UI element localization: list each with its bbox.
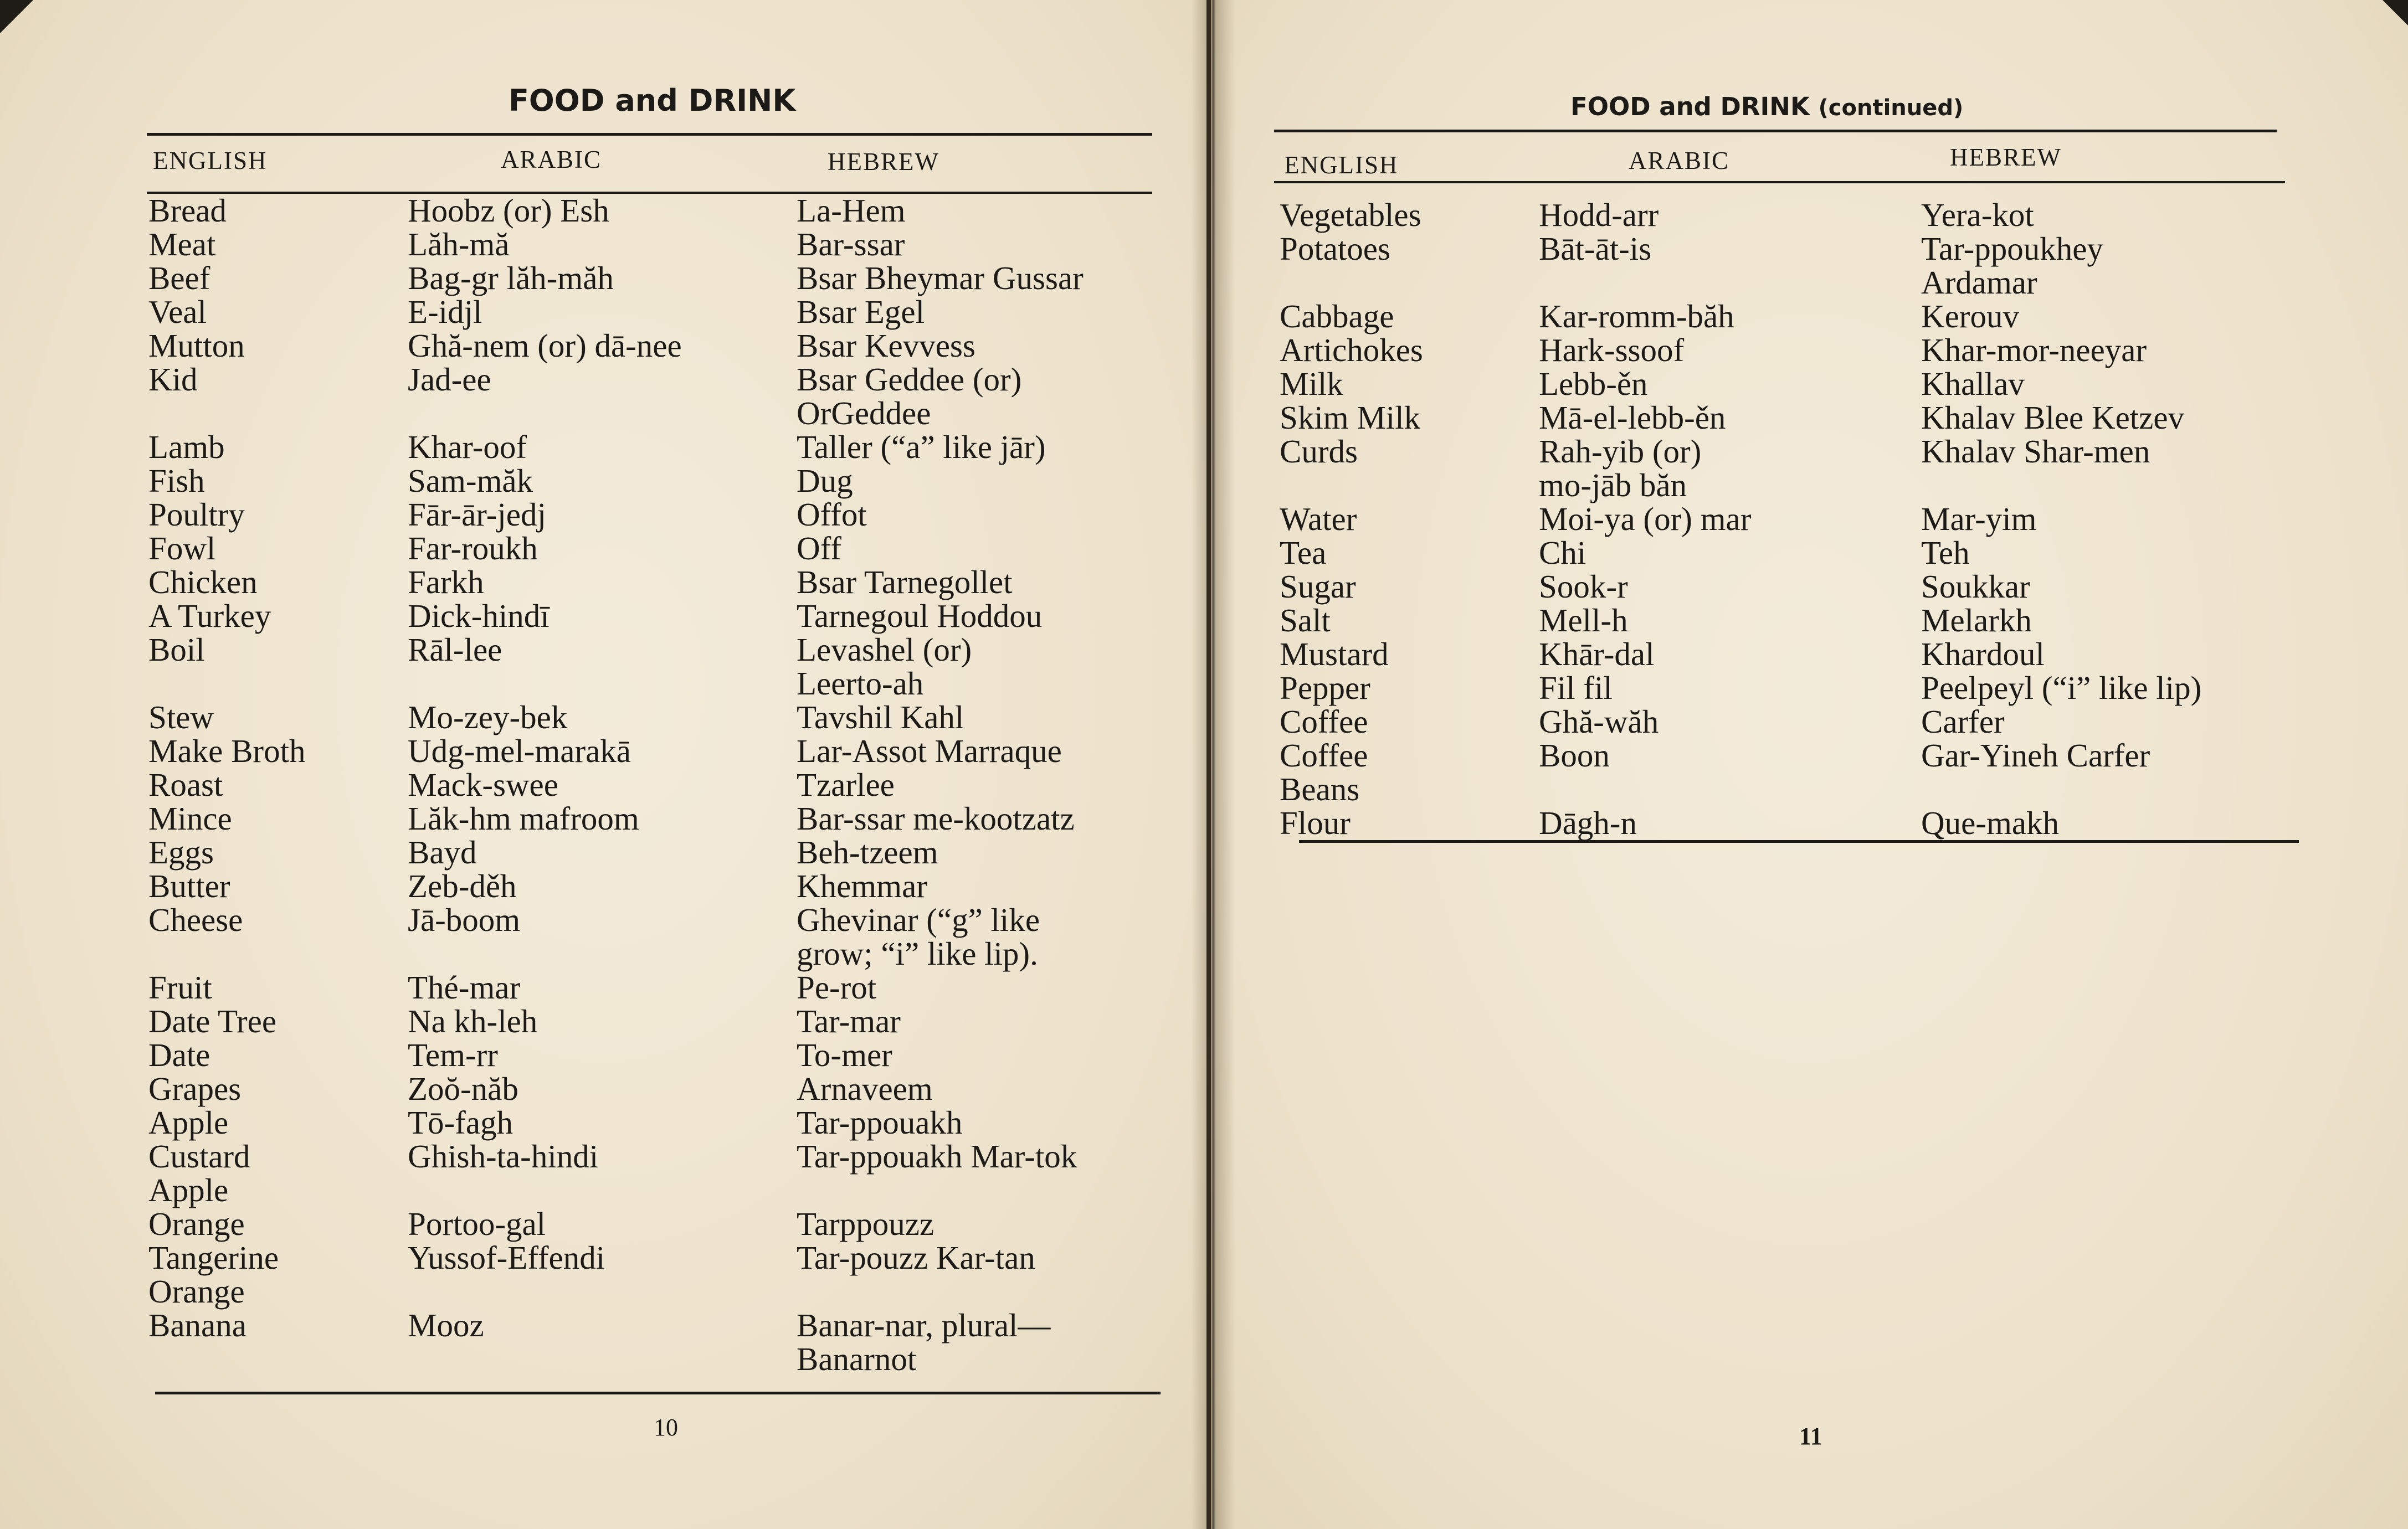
- hebrew-word: Yera-kot: [1921, 197, 2034, 233]
- table-row: [148, 532, 1170, 565]
- arabic-word: Tō-fagh: [408, 1104, 514, 1141]
- table-row: [148, 1005, 1170, 1038]
- arabic-word: Lăk-hm mafroom: [408, 800, 639, 837]
- hebrew-word: Peelpeyl (“i” like lip): [1921, 670, 2202, 706]
- hebrew-word: Teh: [1921, 534, 1970, 571]
- english-word: Cabbage: [1280, 298, 1394, 334]
- table-row: [148, 802, 1170, 836]
- hebrew-word: Tar-ppouakh Mar-tok: [797, 1138, 1077, 1175]
- hebrew-word: Tar-ppoukhey Ardamar: [1921, 230, 2103, 301]
- arabic-word: Rah-yib (or) mo-jāb băn: [1539, 433, 1702, 503]
- table-row: [148, 971, 1170, 1005]
- english-word: Orange: [148, 1206, 245, 1242]
- english-word: Coffee Beans: [1280, 737, 1368, 807]
- arabic-word: Hark-ssoof: [1539, 332, 1685, 368]
- arabic-word: Bāt-āt-is: [1539, 230, 1652, 267]
- table-row: [148, 194, 1170, 228]
- english-word: Apple: [148, 1104, 229, 1141]
- column-header-arabic: ARABIC: [1629, 147, 1730, 174]
- arabic-word: Boon: [1539, 737, 1610, 774]
- hebrew-word: Bsar Bheymar Gussar: [797, 260, 1084, 296]
- table-row: [1280, 502, 2304, 536]
- column-header-hebrew: HEBREW: [1950, 143, 2062, 171]
- header-rule: [1274, 181, 2285, 183]
- hebrew-word: Tar-mar: [797, 1003, 901, 1039]
- english-word: Skim Milk: [1280, 399, 1421, 436]
- arabic-word: Sook-r: [1539, 568, 1628, 605]
- hebrew-word: Mar-yim: [1921, 501, 2037, 537]
- book-gutter: [1191, 0, 1235, 1529]
- arabic-word: Fil fil: [1539, 670, 1613, 706]
- table-row: [148, 734, 1170, 768]
- arabic-word: Lebb-ěn: [1539, 365, 1648, 402]
- arabic-word: Chi: [1539, 534, 1586, 571]
- table-row: [1280, 637, 2304, 671]
- table-row: [148, 1241, 1170, 1309]
- english-word: Kid: [148, 361, 198, 398]
- english-word: Stew: [148, 699, 214, 735]
- arabic-word: Mack-swee: [408, 766, 558, 803]
- arabic-word: Ghă-wăh: [1539, 703, 1659, 740]
- english-word: Tea: [1280, 534, 1327, 571]
- arabic-word: Jad-ee: [408, 361, 491, 398]
- arabic-word: Rāl-lee: [408, 631, 502, 668]
- english-word: Boil: [148, 631, 205, 668]
- hebrew-word: Tar-pouzz Kar-tan: [797, 1239, 1035, 1276]
- table-row: [1280, 806, 2304, 840]
- arabic-word: Zeb-děh: [408, 868, 517, 904]
- hebrew-word: Lar-Assot Marraque: [797, 733, 1062, 769]
- table-row: [1280, 367, 2304, 401]
- hebrew-word: Pe-rot: [797, 969, 877, 1006]
- page-number: 10: [654, 1414, 678, 1441]
- table-row: [148, 869, 1170, 903]
- hebrew-word: To-mer: [797, 1037, 892, 1073]
- hebrew-word: Dug: [797, 462, 853, 499]
- arabic-word: Ghish-ta-hindi: [408, 1138, 599, 1175]
- hebrew-word: Khalav Shar-men: [1921, 433, 2150, 470]
- top-rule: [1274, 130, 2277, 132]
- arabic-word: Na kh-leh: [408, 1003, 538, 1039]
- table-row: [1280, 401, 2304, 435]
- english-word: Fruit: [148, 969, 212, 1006]
- hebrew-word: Taller (“a” like jār): [797, 429, 1046, 465]
- hebrew-word: Carfer: [1921, 703, 2005, 740]
- table-row: [148, 1106, 1170, 1140]
- table-row: [148, 633, 1170, 701]
- english-word: Meat: [148, 226, 216, 262]
- table-row: [1280, 705, 2304, 739]
- table-row: [148, 261, 1170, 295]
- english-word: Eggs: [148, 834, 214, 871]
- hebrew-word: Tavshil Kahl: [797, 699, 964, 735]
- table-row: [148, 1140, 1170, 1207]
- table-row: [148, 1072, 1170, 1106]
- english-word: Lamb: [148, 429, 225, 465]
- table-row: [1280, 536, 2304, 570]
- hebrew-word: Bsar Geddee (or) OrGeddee: [797, 361, 1022, 431]
- english-word: Mustard: [1280, 636, 1389, 672]
- arabic-word: Dāgh-n: [1539, 805, 1637, 841]
- table-row: [1280, 232, 2304, 300]
- hebrew-word: Khemmar: [797, 868, 927, 904]
- hebrew-word: Tar-ppouakh: [797, 1104, 963, 1141]
- arabic-word: Ghă-nem (or) dā-nee: [408, 327, 682, 364]
- vocabulary-table: [1280, 198, 2304, 840]
- english-word: Custard Apple: [148, 1138, 250, 1208]
- page-corner: [0, 0, 33, 33]
- table-row: [1280, 435, 2304, 502]
- arabic-word: Moi-ya (or) mar: [1539, 501, 1752, 537]
- english-word: Beef: [148, 260, 210, 296]
- table-row: [148, 1309, 1170, 1376]
- english-word: Artichokes: [1280, 332, 1423, 368]
- hebrew-word: Khar-mor-neeyar: [1921, 332, 2147, 368]
- english-word: Coffee: [1280, 703, 1368, 740]
- english-word: Fish: [148, 462, 205, 499]
- table-row: [1280, 198, 2304, 232]
- english-word: Water: [1280, 501, 1357, 537]
- arabic-word: Jā-boom: [408, 902, 521, 938]
- page-corner: [2383, 0, 2408, 25]
- hebrew-word: Bsar Kevvess: [797, 327, 975, 364]
- arabic-word: Hoobz (or) Esh: [408, 192, 609, 229]
- hebrew-word: Levashel (or) Leerto-ah: [797, 631, 972, 702]
- english-word: Cheese: [148, 902, 243, 938]
- hebrew-word: Bsar Egel: [797, 294, 925, 330]
- table-row: [148, 768, 1170, 802]
- english-word: Chicken: [148, 564, 258, 600]
- arabic-word: Hodd-arr: [1539, 197, 1659, 233]
- table-row: [148, 903, 1170, 971]
- page-title-continued: [1570, 92, 1963, 121]
- table-row: [148, 228, 1170, 261]
- arabic-word: Zoŏ-năb: [408, 1070, 518, 1107]
- title-continued-label: (continued): [1818, 95, 1964, 121]
- hebrew-word: Kerouv: [1921, 298, 2019, 334]
- table-row: [1280, 739, 2304, 806]
- arabic-word: Bag-gr lăh-măh: [408, 260, 614, 296]
- hebrew-word: Que-makh: [1921, 805, 2060, 841]
- title-text: FOOD and DRINK: [1570, 92, 1810, 121]
- bottom-rule: [155, 1392, 1161, 1394]
- english-word: Flour: [1280, 805, 1351, 841]
- arabic-word: Sam-măk: [408, 462, 533, 499]
- table-row: [148, 1207, 1170, 1241]
- arabic-word: Lăh-mă: [408, 226, 510, 262]
- hebrew-word: Khardoul: [1921, 636, 2045, 672]
- hebrew-word: Offot: [797, 496, 867, 533]
- hebrew-word: Arnaveem: [797, 1070, 933, 1107]
- hebrew-word: Melarkh: [1921, 602, 2032, 639]
- table-row: [148, 329, 1170, 363]
- arabic-word: Bayd: [408, 834, 477, 871]
- hebrew-word: Tarppouzz: [797, 1206, 935, 1242]
- english-word: Mince: [148, 800, 232, 837]
- arabic-word: Far-roukh: [408, 530, 538, 567]
- hebrew-word: Beh-tzeem: [797, 834, 938, 871]
- english-word: Vegetables: [1280, 197, 1421, 233]
- english-word: Date Tree: [148, 1003, 277, 1039]
- arabic-word: Farkh: [408, 564, 484, 600]
- arabic-word: Mell-h: [1539, 602, 1628, 639]
- bottom-rule: [1299, 840, 2299, 843]
- english-word: Potatoes: [1280, 230, 1390, 267]
- arabic-word: Khār-dal: [1539, 636, 1655, 672]
- table-row: [1280, 570, 2304, 604]
- english-word: A Turkey: [148, 598, 271, 634]
- hebrew-word: Khallav: [1921, 365, 2025, 402]
- arabic-word: Mā-el-lebb-ěn: [1539, 399, 1726, 436]
- english-word: Salt: [1280, 602, 1331, 639]
- table-row: [1280, 333, 2304, 367]
- table-row: [148, 599, 1170, 633]
- english-word: Mutton: [148, 327, 245, 364]
- page-title: FOOD and DRINK: [509, 83, 796, 118]
- table-row: [1280, 604, 2304, 637]
- arabic-word: Khar-oof: [408, 429, 527, 465]
- hebrew-word: Banar-nar, plural— Banarnot: [797, 1307, 1051, 1377]
- english-word: Grapes: [148, 1070, 242, 1107]
- table-row: [148, 430, 1170, 464]
- table-row: [148, 363, 1170, 430]
- column-header-hebrew: HEBREW: [828, 148, 939, 176]
- arabic-word: Fār-ār-jedj: [408, 496, 546, 533]
- english-word: Roast: [148, 766, 223, 803]
- arabic-word: Mo-zey-bek: [408, 699, 568, 735]
- english-word: Pepper: [1280, 670, 1370, 706]
- page-number: 11: [1799, 1423, 1822, 1450]
- hebrew-word: Tzarlee: [797, 766, 895, 803]
- table-row: [148, 464, 1170, 498]
- hebrew-word: Soukkar: [1921, 568, 2030, 605]
- table-row: [148, 1038, 1170, 1072]
- hebrew-word: Bar-ssar: [797, 226, 905, 262]
- english-word: Tangerine Orange: [148, 1239, 279, 1310]
- arabic-word: Yussof-Effendi: [408, 1239, 605, 1276]
- english-word: Make Broth: [148, 733, 306, 769]
- hebrew-word: Ghevinar (“g” like grow; “i” like lip).: [797, 902, 1040, 972]
- arabic-word: Portoo-gal: [408, 1206, 546, 1242]
- table-row: [148, 295, 1170, 329]
- arabic-word: Thé-mar: [408, 969, 521, 1006]
- table-row: [148, 498, 1170, 532]
- arabic-word: Tem-rr: [408, 1037, 498, 1073]
- english-word: Curds: [1280, 433, 1358, 470]
- english-word: Veal: [148, 294, 207, 330]
- table-row: [148, 836, 1170, 869]
- english-word: Banana: [148, 1307, 247, 1343]
- arabic-word: Kar-romm-băh: [1539, 298, 1734, 334]
- arabic-word: Mooz: [408, 1307, 484, 1343]
- hebrew-word: Gar-Yineh Carfer: [1921, 737, 2150, 774]
- english-word: Fowl: [148, 530, 216, 567]
- table-row: [148, 565, 1170, 599]
- arabic-word: Dick-hindī: [408, 598, 550, 634]
- table-row: [1280, 300, 2304, 333]
- hebrew-word: Bar-ssar me-kootzatz: [797, 800, 1075, 837]
- hebrew-word: La-Hem: [797, 192, 906, 229]
- english-word: Date: [148, 1037, 210, 1073]
- hebrew-word: Off: [797, 530, 841, 567]
- english-word: Sugar: [1280, 568, 1356, 605]
- vocabulary-table: [148, 194, 1170, 1376]
- arabic-word: Udg-mel-marakā: [408, 733, 631, 769]
- hebrew-word: Khalav Blee Ketzev: [1921, 399, 2185, 436]
- column-header-english: ENGLISH: [1284, 151, 1399, 179]
- english-word: Milk: [1280, 365, 1343, 402]
- english-word: Bread: [148, 192, 227, 229]
- hebrew-word: Tarnegoul Hoddou: [797, 598, 1043, 634]
- table-row: [148, 701, 1170, 734]
- column-header-arabic: ARABIC: [501, 146, 602, 173]
- table-row: [1280, 671, 2304, 705]
- top-rule: [147, 133, 1152, 136]
- english-word: Poultry: [148, 496, 245, 533]
- column-header-english: ENGLISH: [153, 147, 268, 174]
- english-word: Butter: [148, 868, 230, 904]
- hebrew-word: Bsar Tarnegollet: [797, 564, 1013, 600]
- arabic-word: E-idjl: [408, 294, 482, 330]
